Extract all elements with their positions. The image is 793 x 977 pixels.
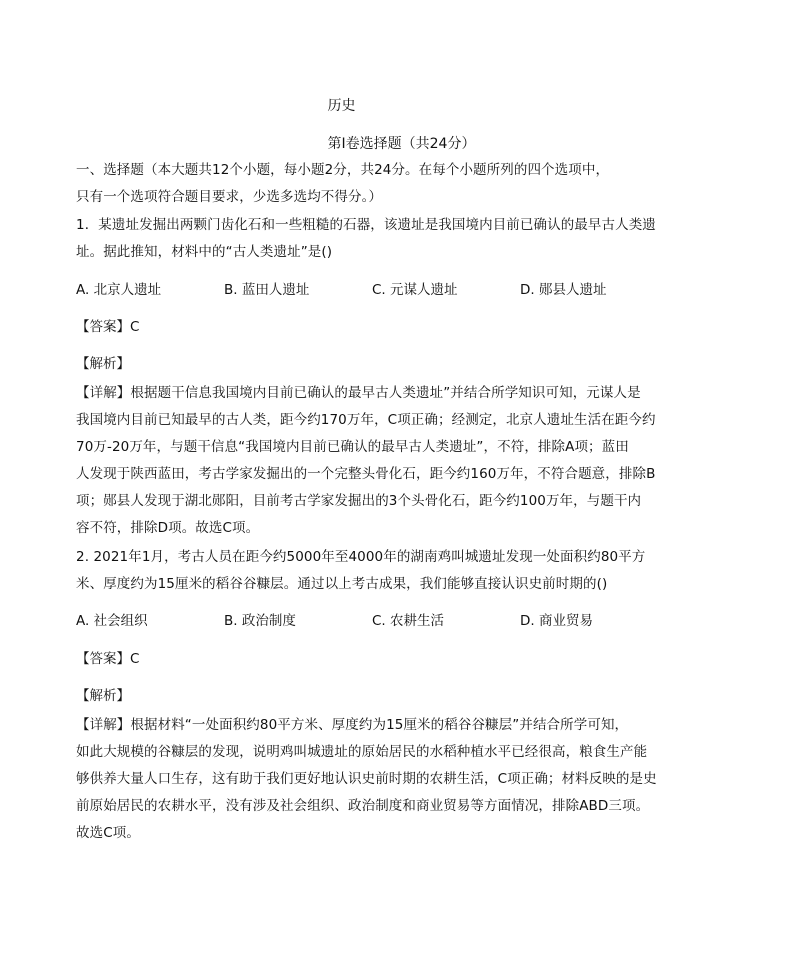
intro-line: 只有一个选项符合题目要求，少选多选均不得分。）: [76, 189, 383, 205]
question-1-stem: [76, 212, 676, 266]
analysis-label: 【解析】: [76, 356, 130, 372]
question-stem-line: 2. 2021年1月，考古人员在距今约5000年至4000年的湖南鸡叫城遗址发现一处面积约80平方: [76, 549, 646, 565]
question-stem-line: 米、厚度约为15厘米的稻谷谷糠层。通过以上考古成果，我们能够直接认识史前时期的(): [76, 576, 608, 592]
option-c: C. 农耕生活: [372, 613, 445, 629]
question-1-detail: [76, 380, 676, 542]
question-2-options: [76, 608, 676, 635]
answer-label: 【答案】C: [76, 319, 140, 335]
detail-line: 项；郧县人发现于湖北郧阳，目前考古学家发掘出的3个头骨化石，距今约100万年，与题干内: [76, 493, 642, 509]
question-2-stem: [76, 544, 676, 598]
detail-line: 70万-20万年，与题干信息“我国境内目前已确认的最早古人类遗址”，不符，排除A项；蓝田: [76, 439, 629, 455]
option-b: B. 蓝田人遗址: [224, 282, 310, 298]
detail-line: 容不符，排除D项。故选C项。: [76, 520, 260, 536]
option-d: D. 商业贸易: [520, 613, 593, 629]
detail-line: 故选C项。: [76, 825, 140, 841]
question-1-options: [76, 277, 676, 304]
answer-label: 【答案】C: [76, 651, 140, 667]
page-title: 历史: [327, 98, 356, 114]
question-stem-line: 址。据此推知，材料中的“古人类遗址”是(): [76, 244, 333, 260]
question-2-detail: [76, 712, 676, 847]
detail-line: 够供养大量人口生存，这有助于我们更好地认识史前时期的农耕生活，C项正确；材料反映的是史: [76, 771, 657, 787]
analysis-label: 【解析】: [76, 688, 130, 704]
option-a: A. 北京人遗址: [76, 282, 162, 298]
intro-line: 一、选择题（本大题共12个小题，每小题2分，共24分。在每个小题所列的四个选项中，: [76, 162, 610, 178]
option-c: C. 元谋人遗址: [372, 282, 458, 298]
detail-line: 人发现于陕西蓝田，考古学家发掘出的一个完整头骨化石，距今约160万年，不符合题意，排除B: [76, 466, 656, 482]
option-b: B. 政治制度: [224, 613, 296, 629]
detail-line: 前原始居民的农耕水平，没有涉及社会组织、政治制度和商业贸易等方面情况，排除ABD三项。: [76, 798, 650, 814]
option-a: A. 社会组织: [76, 613, 148, 629]
detail-line: 如此大规模的谷糠层的发现，说明鸡叫城遗址的原始居民的水稻种植水平已经很高，粮食生产能: [76, 744, 648, 760]
detail-line: 【详解】根据题干信息我国境内目前已确认的最早古人类遗址”并结合所学知识可知，元谋人是: [76, 385, 641, 401]
detail-line: 【详解】根据材料“一处面积约80平方米、厚度约为15厘米的稻谷谷糠层”并结合所学可知，: [76, 717, 629, 733]
option-d: D. 郧县人遗址: [520, 282, 607, 298]
question-stem-line: 1．某遗址发掘出两颗门齿化石和一些粗糙的石器，该遗址是我国境内目前已确认的最早古人类遗: [76, 217, 656, 233]
intro-text: [76, 157, 676, 211]
detail-line: 我国境内目前已知最早的古人类，距今约170万年，C项正确；经测定，北京人遗址生活在距今约: [76, 412, 656, 428]
section-title: 第Ⅰ卷选择题（共24分）: [327, 136, 476, 152]
